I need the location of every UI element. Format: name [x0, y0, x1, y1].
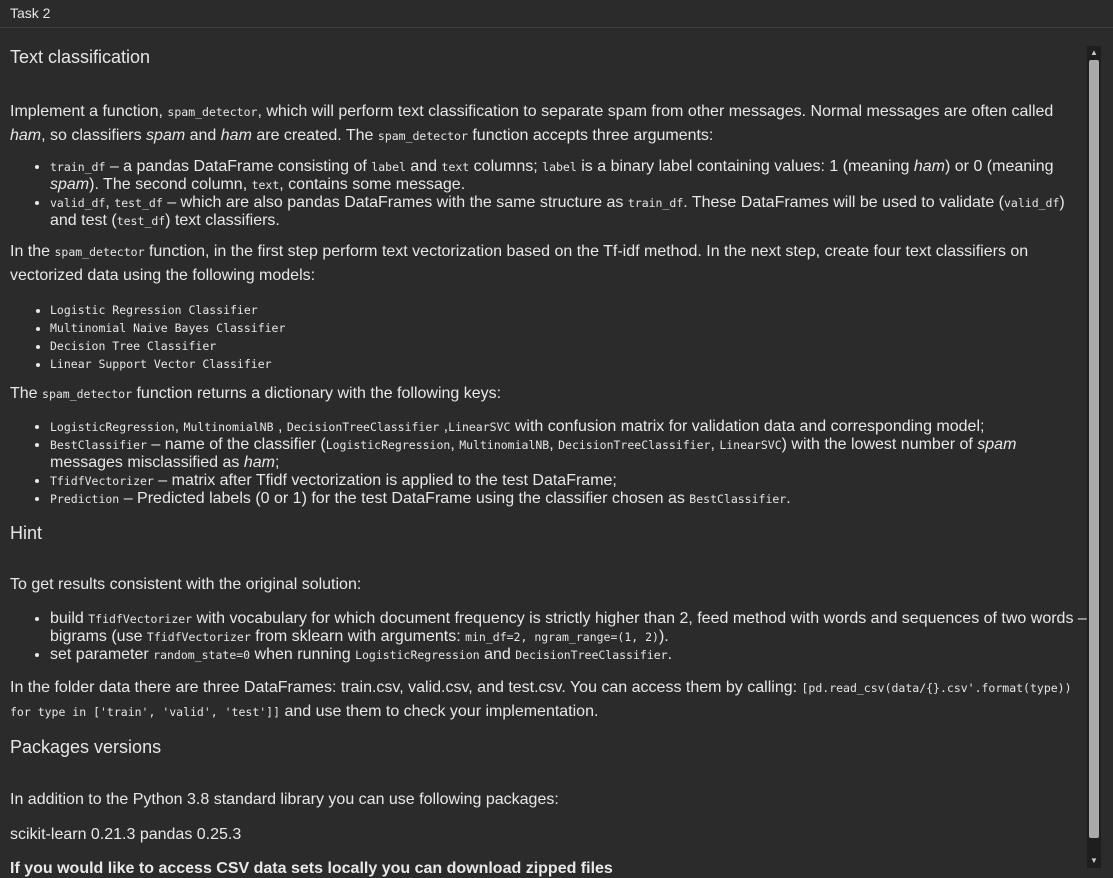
scroll-up-arrow-icon[interactable]: ▲ — [1090, 48, 1098, 57]
scrollbar-thumb[interactable] — [1089, 60, 1099, 838]
arguments-list — [10, 158, 1085, 230]
scroll-down-arrow-icon[interactable]: ▼ — [1090, 856, 1098, 865]
heading-text-classification: Text classification — [10, 47, 151, 67]
vertical-scrollbar[interactable] — [1087, 46, 1101, 868]
list-item: • BestClassifier – name of the classifier (LogisticRegression, MultinomialNB, DecisionTreeClassifier, LinearSVC) with the lowest number of spam messages misclassified as ham; — [50, 436, 1085, 472]
window-title: Task 2 — [10, 5, 51, 21]
intro-paragraph: Implement a function, spam_detector, which will perform text classification to separate spam from other messages. Normal messages are often called ham, so classifiers spam and ham are created. The spam_detector function accepts three arguments: — [10, 103, 1054, 144]
keys-list — [10, 418, 1085, 508]
list-item: • Linear Support Vector Classifier — [50, 355, 1085, 373]
list-item: • Multinomial Naive Bayes Classifier — [50, 319, 1085, 337]
heading-hint: Hint — [10, 523, 43, 543]
packages-list: scikit-learn 0.21.3 pandas 0.25.3 — [10, 826, 242, 843]
list-item: • Decision Tree Classifier — [50, 337, 1085, 355]
step-paragraph: In the spam_detector function, in the first step perform text vectorization based on the Tf-idf method. In the next step, create four text classifiers on vectorized data using the following models: — [10, 243, 1029, 284]
list-item: • build TfidfVectorizer with vocabulary for which document frequency is strictly higher than 2, feed method with words and sequences of two words – bigrams (use TfidfVectorizer from sklearn with arguments: min_df=2, ngram_range=(1, 2)). — [50, 610, 1090, 646]
list-item: • Prediction – Predicted labels (0 or 1) for the test DataFrame using the classifier chosen as BestClassifier. — [50, 490, 1085, 508]
returns-paragraph: The spam_detector function returns a dictionary with the following keys: — [10, 385, 502, 402]
download-note: If you would like to access CSV data sets locally you can download zipped files — [10, 860, 613, 877]
hint-intro: To get results consistent with the original solution: — [10, 576, 362, 593]
window-titlebar — [0, 0, 1113, 28]
hints-list — [10, 610, 1090, 664]
task-description — [10, 29, 1087, 877]
packages-intro: In addition to the Python 3.8 standard library you can use following packages: — [10, 791, 559, 808]
list-item: • LogisticRegression, MultinomialNB , DecisionTreeClassifier ,LinearSVC with confusion matrix for validation data and corresponding model; — [50, 418, 1085, 436]
list-item: • TfidfVectorizer – matrix after Tfidf vectorization is applied to the test DataFrame; — [50, 472, 1085, 490]
list-item: • Logistic Regression Classifier — [50, 301, 1085, 319]
folder-paragraph: In the folder data there are three DataFrames: train.csv, valid.csv, and test.csv. You can access them by calling: [pd.read_csv(data/{}.csv'.format(type)) for type in ['train', 'valid', 'test']] and use them to check your implementation. — [10, 679, 1072, 720]
heading-packages: Packages versions — [10, 737, 162, 757]
list-item: • set parameter random_state=0 when running LogisticRegression and DecisionTreeClassifier. — [50, 646, 1090, 664]
list-item: • valid_df, test_df – which are also pandas DataFrames with the same structure as train_df. These DataFrames will be used to validate (valid_df) and test (test_df) text classifiers. — [50, 194, 1085, 230]
models-list — [10, 301, 1085, 373]
list-item: • train_df – a pandas DataFrame consisting of label and text columns; label is a binary label containing values: 1 (meaning ham) or 0 (meaning spam). The second column, text, contains some message. — [50, 158, 1085, 194]
